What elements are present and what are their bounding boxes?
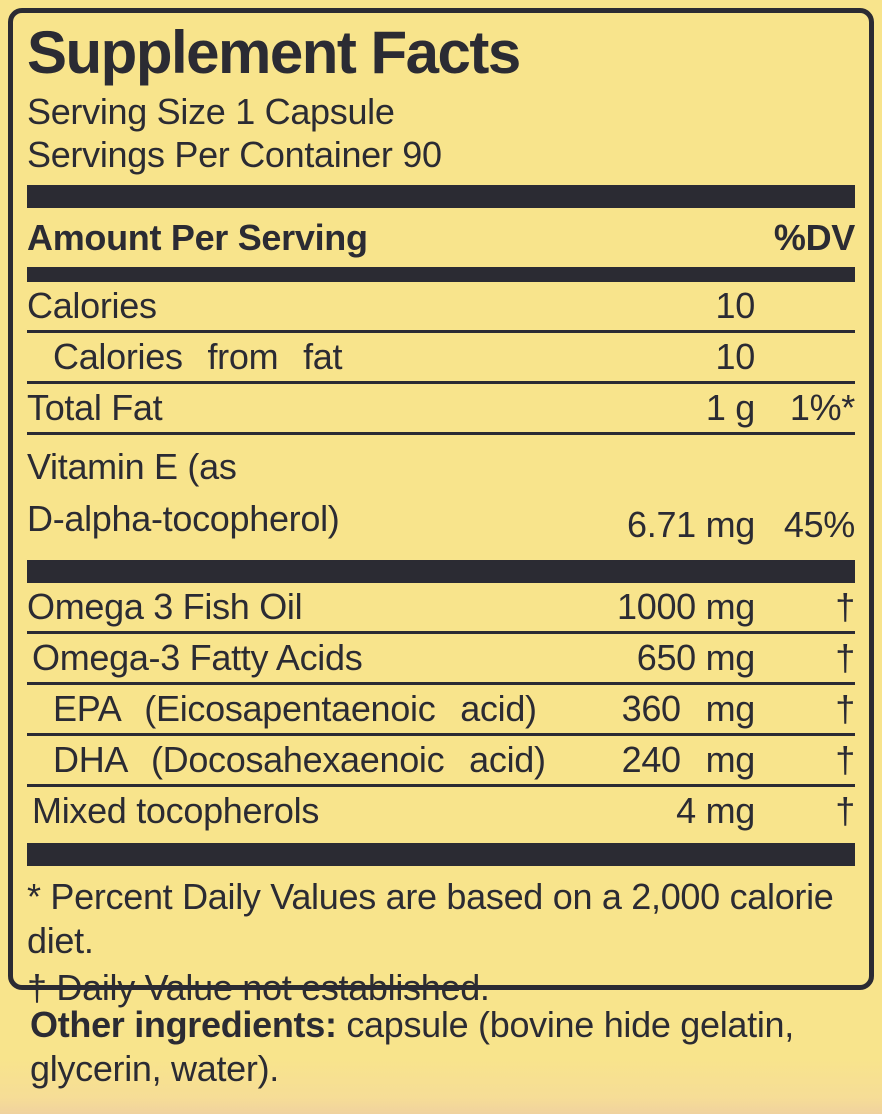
other-ingredients-text: capsule (bovine hide gelatin, glycerin, water).: [30, 1004, 794, 1089]
nutrient-row: [27, 282, 855, 333]
nutrient-row: [27, 583, 855, 634]
nutrient-rows-supplement: [27, 583, 855, 835]
nutrient-amount: 1 g: [705, 386, 755, 428]
column-header-row: [27, 208, 855, 267]
amount-per-serving-header: Amount Per Serving: [27, 216, 368, 258]
nutrient-dv: †: [835, 687, 855, 729]
nutrient-row: [27, 384, 855, 435]
supplement-facts-panel: [8, 8, 874, 1008]
nutrient-row: [27, 634, 855, 685]
nutrient-name: Vitamin E (as D-alpha-tocopherol): [27, 445, 340, 540]
nutrient-name: Omega-3 Fatty Acids: [32, 636, 363, 678]
nutrient-row: [27, 787, 855, 835]
nutrient-dv: †: [835, 738, 855, 780]
footnote-percent-dv: * Percent Daily Values are based on a 2,000 calorie diet.: [27, 875, 834, 962]
nutrient-amount: 650 mg: [636, 636, 755, 678]
nutrient-name: Calories from fat: [53, 335, 343, 377]
footnotes: [27, 866, 855, 1011]
percent-dv-header: %DV: [773, 216, 855, 258]
nutrient-name: Total Fat: [27, 386, 163, 428]
nutrient-dv: 1%*: [789, 386, 855, 428]
nutrient-dv: †: [835, 585, 855, 627]
nutrient-amount: 10: [715, 284, 755, 326]
nutrient-amount: 360 mg: [621, 687, 755, 729]
divider-bar-medium: [27, 267, 855, 282]
nutrient-name: Calories: [27, 284, 157, 326]
serving-size: Serving Size 1 Capsule: [27, 91, 395, 132]
nutrient-dv: †: [835, 636, 855, 678]
other-ingredients: [30, 1003, 852, 1091]
footnote-dagger: † Daily Value not established.: [27, 967, 490, 1008]
nutrient-dv: †: [835, 789, 855, 831]
nutrient-amount: 6.71 mg: [627, 503, 755, 545]
divider-bar-thick-middle: [27, 560, 855, 583]
nutrient-row: [27, 685, 855, 736]
nutrient-amount: 1000 mg: [617, 585, 755, 627]
nutrient-amount: 240 mg: [621, 738, 755, 780]
nutrient-row: [27, 736, 855, 787]
nutrient-name: DHA (Docosahexaenoic acid): [53, 738, 546, 780]
panel-title: Supplement Facts: [27, 19, 520, 86]
nutrient-row: [27, 435, 855, 552]
nutrient-row: [27, 333, 855, 384]
divider-bar-thick-top: [27, 185, 855, 208]
nutrient-dv: 45%: [783, 503, 855, 545]
nutrient-name: Omega 3 Fish Oil: [27, 585, 303, 627]
nutrient-amount: 10: [715, 335, 755, 377]
nutrient-name: EPA (Eicosapentaenoic acid): [53, 687, 537, 729]
other-ingredients-label: Other ingredients:: [30, 1004, 337, 1045]
divider-bar-thick-bottom: [27, 843, 855, 866]
nutrient-rows-main: [27, 282, 855, 552]
nutrient-amount: 4 mg: [676, 789, 755, 831]
nutrient-name: Mixed tocopherols: [32, 789, 320, 831]
servings-per-container: Servings Per Container 90: [27, 133, 442, 175]
